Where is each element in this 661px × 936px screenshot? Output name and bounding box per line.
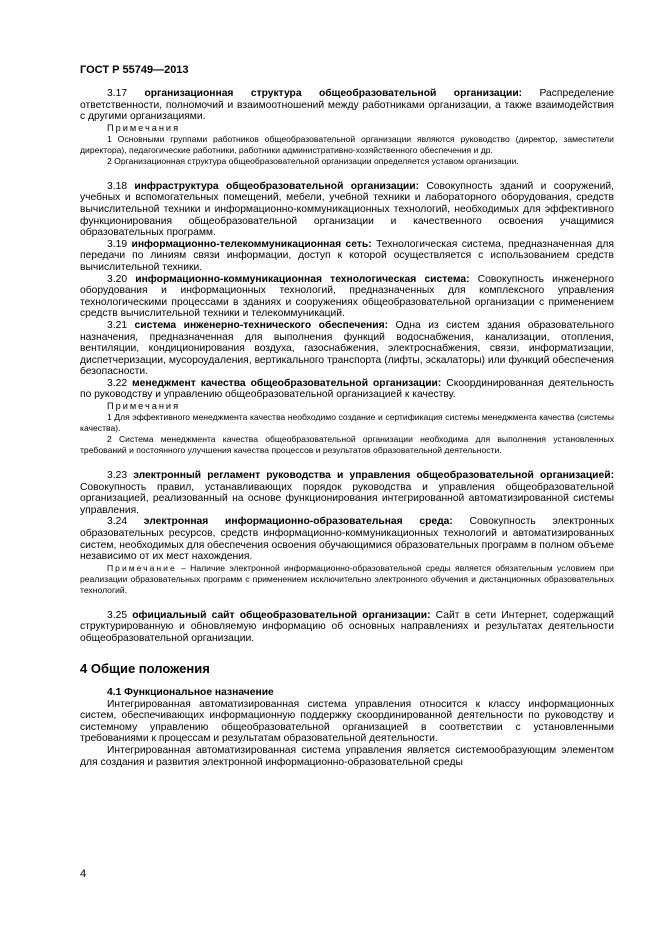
note-label: Примечание: [107, 562, 177, 573]
definition-term: организационная структура общеобразовательной организации:: [144, 88, 523, 99]
notes-heading: Примечания: [107, 122, 181, 133]
definition-3-17: [80, 88, 614, 123]
definition-text: Сайт в сети Интернет, содержащий структурированную и обновляемую информацию об основных направлениях и результатах деятельности общеобразовательной организации.: [80, 609, 614, 644]
definition-number: 3.23: [107, 470, 128, 482]
page-number: 4: [80, 868, 87, 880]
document-body: [80, 88, 614, 768]
definition-text: Технологическая система, предназначенная для передачи по линиям связи информации, доступ к которой осуществляется с использованием средств вычислительной техники.: [80, 238, 614, 273]
definition-text: Совокупность электронных образовательных ресурсов, средств информационно-коммуникационных технологий и автоматизированных систем, необходимых для обеспечения освоения обучающимися образовательных программ в полном объеме независимо от их мест нахождения.: [80, 516, 614, 563]
document-header: ГОСТ Р 55749—2013: [80, 64, 189, 76]
note-item: 2 Система менеджмента качества общеобразовательной организации необходима для выполнения установленных требований и постоянного улучшения качества процессов и результатов образовательной деятельности.: [80, 434, 614, 456]
note-item: 2 Организационная структура общеобразовательной организации определяется уставом организации.: [107, 155, 519, 166]
note-3-24: [80, 563, 614, 596]
definition-3-22: [80, 378, 614, 401]
definition-3-18: [80, 181, 614, 239]
definition-number: 3.24: [107, 516, 128, 528]
definition-text: Совокупность правил, устанавливающих порядок руководства и управления общеобразовательной организацией, реализованный на основе функционирования интегрированной автоматизированной системы управления.: [80, 481, 614, 516]
definition-text: Скоординированная деятельность по руководству и управлению общеобразовательной организацией к качеству.: [80, 377, 614, 401]
definition-3-25: [80, 610, 614, 645]
definition-3-23: [80, 470, 614, 516]
definition-term: информационно-телекоммуникационная сеть:: [131, 238, 372, 250]
definition-number: 3.18: [107, 180, 128, 192]
definition-3-24: [80, 516, 614, 562]
definition-term: информационно-коммуникационная технологическая система:: [135, 273, 470, 285]
definition-term: электронная информационно-образовательная среда:: [143, 516, 453, 528]
definition-text: Совокупность инженерного оборудования и информационных технологий, предназначенных для комплексного управления технологическими процессами в зданиях и сооружениях общеобразовательной организации с применением средств вычислительной техники и телекоммуникаций.: [80, 273, 614, 320]
definition-text: Одна из систем здания образовательного назначения, предназначенная для выполнения функций водоснабжения, канализации, отопления, вентиляции, кондиционирования воздуха, газоснабжения, электроснабжения, связи, информатизации, диспетчеризации, мусороудаления, вертикального транспорта (лифты, эскалаторы) или функций обеспечения безопасности.: [80, 319, 614, 378]
definition-term: официальный сайт общеобразовательной организации:: [132, 609, 431, 621]
subsection-heading: 4.1 Функциональное назначение: [107, 686, 274, 698]
note-item: 1 Основными группами работников общеобразовательной организации являются руководство (директор, заместители директора), педагогические работники, работники административно-хозяйственного обеспечения и др.: [80, 133, 614, 155]
definition-number: 3.21: [107, 319, 128, 331]
paragraph: Интегрированная автоматизированная система управления относится к классу информационных систем, обеспечивающих информационную поддержку скоординированной деятельности по руководству и системному управлению общеобразовательной организацией в соответствии с установленными требованиями к процессам и результатам образовательной деятельности.: [80, 698, 614, 745]
definition-3-19: [80, 239, 614, 274]
definition-3-21: [80, 320, 614, 378]
definition-text: Совокупность зданий и сооружений, учебных и вспомогательных помещений, мебели, учебной техники и лабораторного оборудования, средств вычислительной техники и информационно-коммуникационных технологий, необходимых для эффективного функционирования общеобразовательной организации и качественного освоения учащимися образовательных программ.: [80, 180, 614, 239]
definition-number: 3.20: [107, 273, 128, 285]
section-heading: 4 Общие положения: [80, 660, 210, 676]
definition-number: 3.17: [107, 88, 128, 99]
definition-text: Распределение ответственности, полномочий и взаимоотношений между работниками организации, а также взаимодействия с другими организациями.: [80, 88, 614, 123]
definition-number: 3.22: [107, 377, 128, 389]
definition-3-20: [80, 274, 614, 320]
note-item: 1 Для эффективного менеджмента качества необходимо создание и сертификация системы менеджмента качества (системы качества).: [80, 412, 614, 434]
definition-term: система инженерно-технического обеспечения:: [134, 319, 389, 331]
definition-term: инфраструктура общеобразовательной организации:: [134, 180, 419, 192]
definition-term: электронный регламент руководства и управления общеобразовательной организацией:: [133, 470, 614, 482]
definition-number: 3.19: [107, 238, 128, 250]
definition-term: менеджмент качества общеобразовательной организации:: [132, 377, 442, 389]
definition-number: 3.25: [107, 609, 128, 621]
note-text: – Наличие электронной информационно-образовательной среды является обязательным условием при реализации образовательных программ с применением исключительно электронного обучения и дистанционных образовательных технологий.: [80, 562, 614, 595]
notes-heading: Примечания: [107, 401, 181, 412]
paragraph: Интегрированная автоматизированная система управления является системообразующим элементом для создания и развития электронной информационно-образовательной среды: [80, 744, 614, 768]
